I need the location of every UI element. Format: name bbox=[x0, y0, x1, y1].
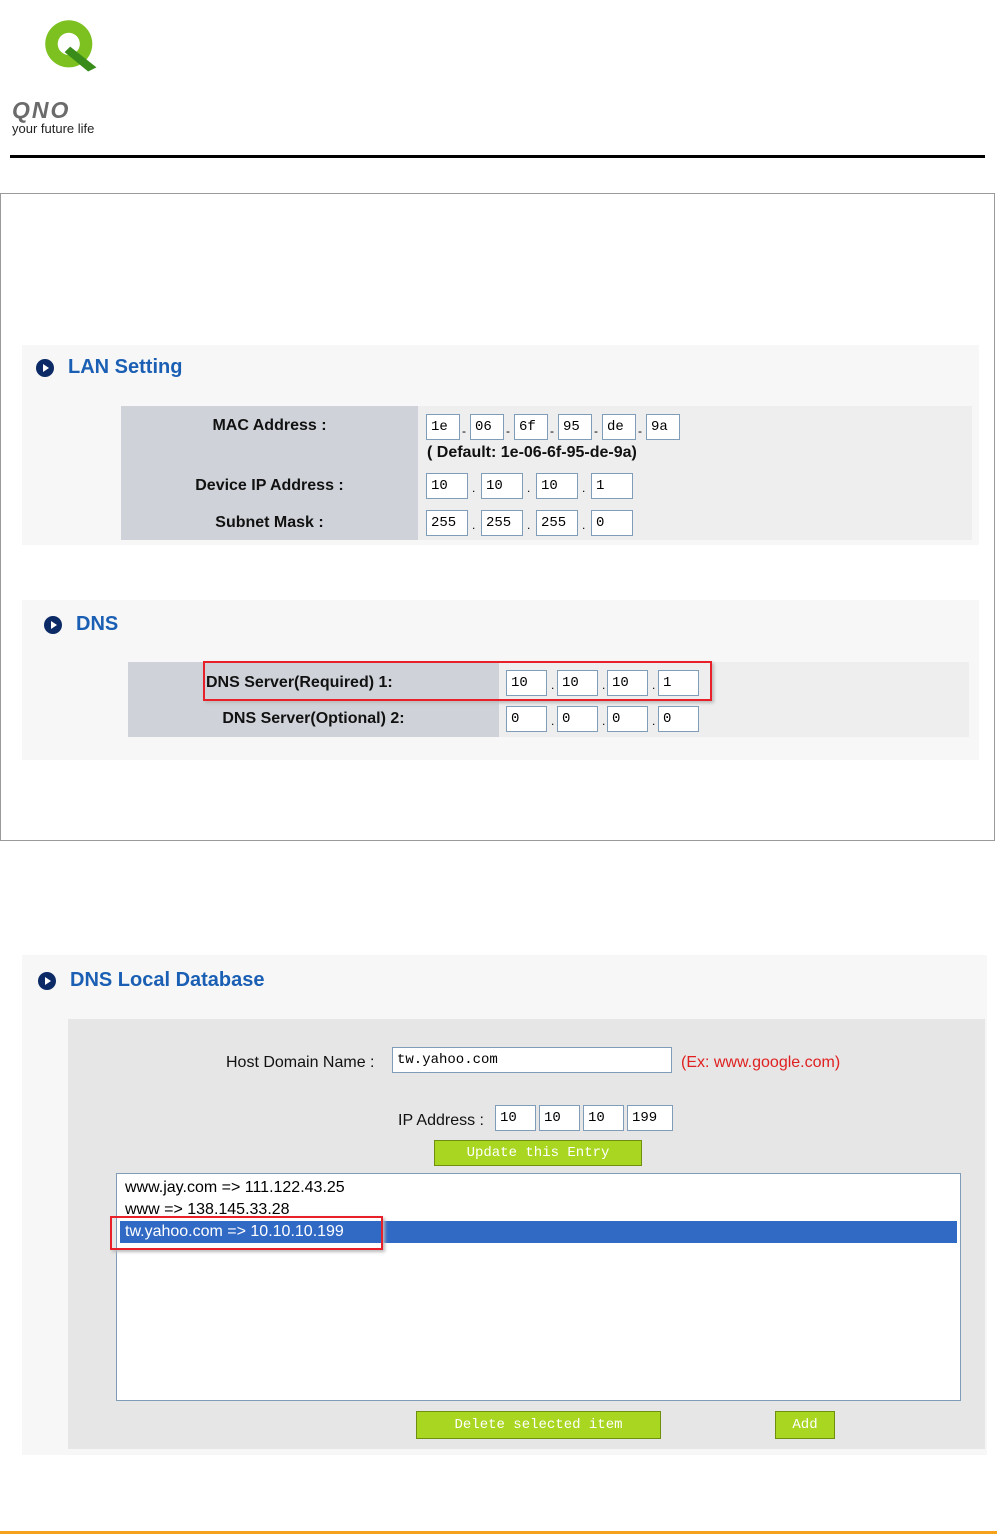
dns1-highlight bbox=[203, 661, 712, 701]
delete-selected-button[interactable]: Delete selected item bbox=[416, 1411, 661, 1439]
mac-octet-4[interactable] bbox=[558, 414, 592, 440]
list-item-selected[interactable]: tw.yahoo.com => 10.10.10.199 bbox=[120, 1221, 957, 1243]
list-item[interactable]: www.jay.com => 111.122.43.25 bbox=[125, 1179, 345, 1196]
dns-db-section-title bbox=[38, 969, 265, 992]
host-domain-input[interactable] bbox=[392, 1047, 672, 1073]
mac-octet-1[interactable] bbox=[426, 414, 460, 440]
device-ip-octet-3[interactable] bbox=[536, 473, 578, 499]
host-domain-label: Host Domain Name : bbox=[226, 1054, 375, 1071]
subnet-mask-octet-2[interactable] bbox=[481, 510, 523, 536]
db-ip-octet-2[interactable] bbox=[539, 1105, 580, 1131]
dns-section-title bbox=[44, 613, 118, 636]
dns2-octet-4[interactable] bbox=[658, 706, 699, 732]
device-ip-octet-4[interactable] bbox=[591, 473, 633, 499]
section-arrow-icon bbox=[36, 359, 54, 377]
mac-octet-3[interactable] bbox=[514, 414, 548, 440]
mac-address-label: MAC Address : bbox=[212, 417, 327, 434]
brand-name: QNO bbox=[12, 97, 71, 123]
footer-divider bbox=[0, 1531, 997, 1534]
device-ip-octet-2[interactable] bbox=[481, 473, 523, 499]
db-ip-label: IP Address : bbox=[398, 1112, 484, 1129]
db-ip-octet-4[interactable] bbox=[627, 1105, 673, 1131]
mac-octet-2[interactable] bbox=[470, 414, 504, 440]
dns-title-text: DNS bbox=[76, 613, 119, 635]
dns2-octet-1[interactable] bbox=[506, 706, 547, 732]
subnet-mask-label: Subnet Mask : bbox=[215, 514, 324, 531]
subnet-mask-octet-3[interactable] bbox=[536, 510, 578, 536]
dns-entries-listbox[interactable] bbox=[116, 1173, 961, 1401]
section-arrow-icon bbox=[44, 616, 62, 634]
dns2-label: DNS Server(Optional) 2: bbox=[222, 710, 405, 727]
header-divider bbox=[10, 155, 985, 158]
device-ip-octet-1[interactable] bbox=[426, 473, 468, 499]
mac-octet-6[interactable] bbox=[646, 414, 680, 440]
dns-db-title-text: DNS Local Database bbox=[70, 969, 265, 991]
subnet-mask-octet-4[interactable] bbox=[591, 510, 633, 536]
list-item[interactable]: www => 138.145.33.28 bbox=[125, 1201, 290, 1218]
db-ip-octet-3[interactable] bbox=[583, 1105, 624, 1131]
qno-logo-icon bbox=[10, 12, 140, 102]
host-domain-example: (Ex: www.google.com) bbox=[681, 1054, 841, 1071]
update-entry-button[interactable]: Update this Entry bbox=[434, 1140, 642, 1166]
mac-default-note: ( Default: 1e-06-6f-95-de-9a) bbox=[427, 444, 637, 461]
lan-section-title bbox=[36, 356, 182, 379]
db-ip-octet-1[interactable] bbox=[495, 1105, 536, 1131]
selected-entry-highlight bbox=[110, 1216, 383, 1250]
subnet-mask-octet-1[interactable] bbox=[426, 510, 468, 536]
dns2-octet-3[interactable] bbox=[607, 706, 648, 732]
add-button[interactable]: Add bbox=[775, 1411, 835, 1439]
mac-octet-5[interactable] bbox=[602, 414, 636, 440]
device-ip-label: Device IP Address : bbox=[195, 477, 344, 494]
dns2-octet-2[interactable] bbox=[557, 706, 598, 732]
section-arrow-icon bbox=[38, 972, 56, 990]
dns1-label: DNS Server(Required) 1: bbox=[206, 674, 393, 691]
lan-title-text: LAN Setting bbox=[68, 356, 183, 378]
brand-tagline: your future life bbox=[12, 121, 95, 136]
